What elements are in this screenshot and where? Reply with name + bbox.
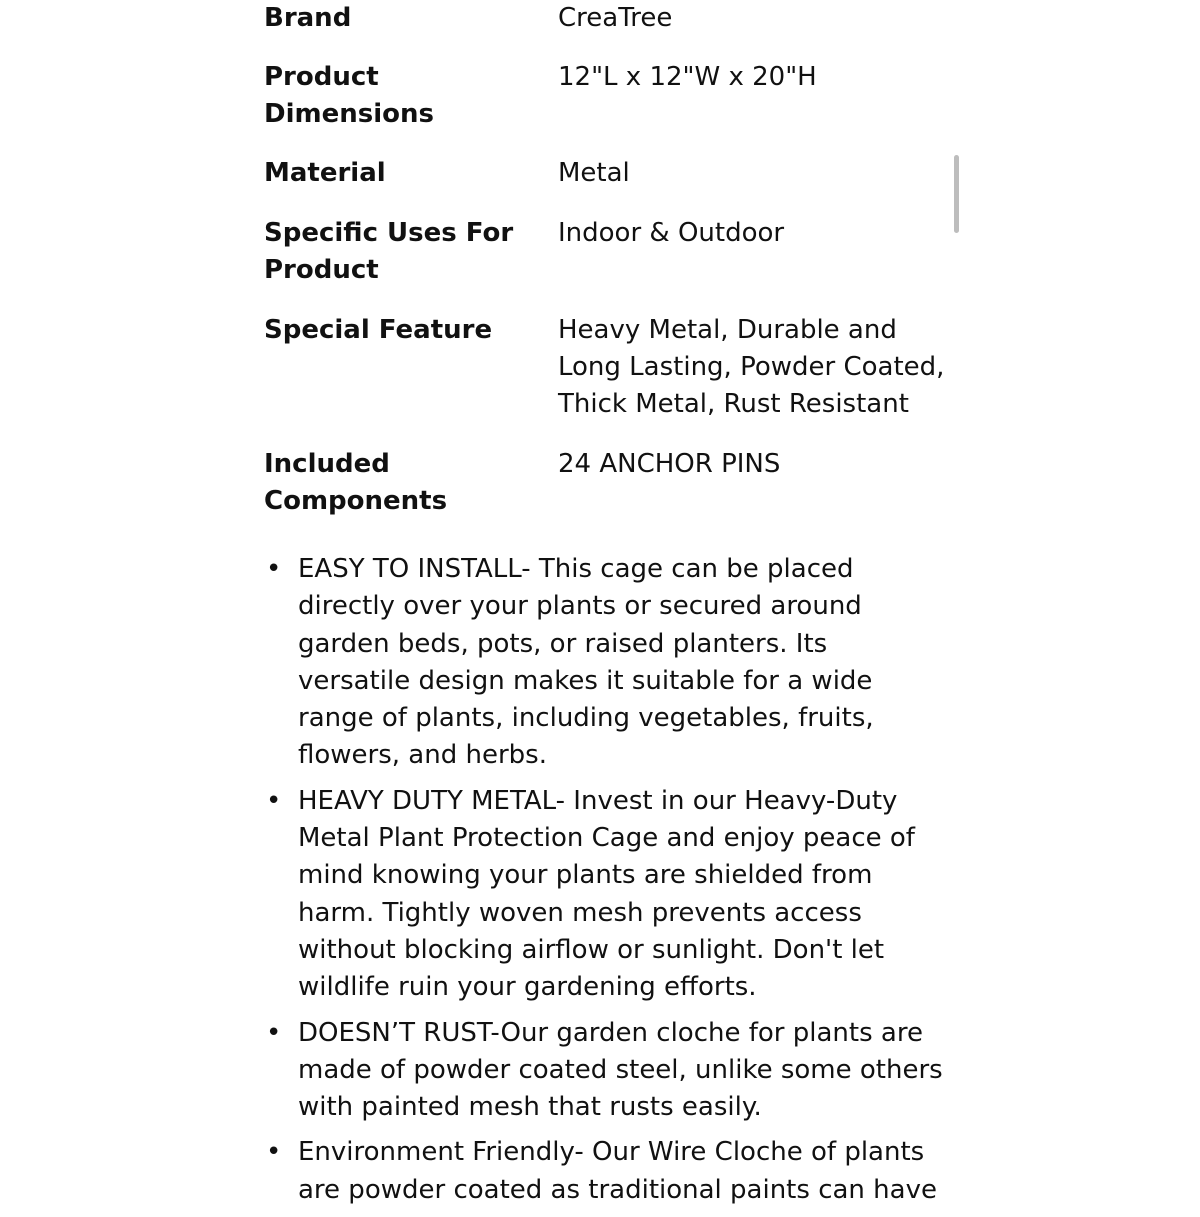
feature-bullet: [264, 783, 944, 1007]
spec-label-brand: Brand: [264, 3, 352, 33]
spec-label-special-feature: Special Feature: [264, 315, 493, 345]
feature-bullet-text: HEAVY DUTY METAL- Invest in our Heavy-Duty Metal Plant Protection Cage and enjoy peace of mind knowing your plants are shielded from harm. Tightly woven mesh prevents access without blocking airflow or sunlight. Don't let wildlife ruin your gardening efforts.: [298, 785, 915, 1003]
feature-bullet: [264, 1015, 944, 1127]
spec-label-dimensions: Product Dimensions: [264, 62, 434, 129]
feature-bullet-text: Environment Friendly- Our Wire Cloche of plants are powder coated as traditional paints can have: [298, 1137, 937, 1205]
bullet-dot-icon: •: [266, 1017, 282, 1048]
feature-bullet-list: [264, 551, 944, 1217]
spec-value-included-components: 24 ANCHOR PINS: [558, 449, 781, 479]
spec-value-material: Metal: [558, 158, 630, 188]
spec-value-dimensions: 12"L x 12"W x 20"H: [558, 62, 817, 92]
spec-value-special-feature: Heavy Metal, Durable and Long Lasting, Powder Coated, Thick Metal, Rust Resistant: [558, 315, 945, 419]
bullet-dot-icon: •: [266, 1137, 282, 1168]
scrollbar-thumb[interactable]: [954, 155, 959, 233]
bullet-dot-icon: •: [266, 785, 282, 816]
spec-value-brand: CreaTree: [558, 3, 673, 33]
spec-value-uses: Indoor & Outdoor: [558, 218, 785, 248]
spec-label-uses: Specific Uses For Product: [264, 218, 514, 285]
spec-label-material: Material: [264, 158, 386, 188]
feature-bullet-text: DOESN’T RUST-Our garden cloche for plants are made of powder coated steel, unlike some others with painted mesh that rusts easily.: [298, 1017, 943, 1123]
feature-bullet-text: EASY TO INSTALL- This cage can be placed directly over your plants or secured around garden beds, pots, or raised planters. Its versatile design makes it suitable for a wide range of plants, including vegetables, fruits, flowers, and herbs.: [298, 554, 874, 771]
bullet-dot-icon: •: [266, 554, 282, 584]
feature-bullet: [264, 1134, 944, 1209]
spec-label-included-components: Included Components: [264, 449, 448, 516]
feature-bullet: [264, 551, 944, 775]
